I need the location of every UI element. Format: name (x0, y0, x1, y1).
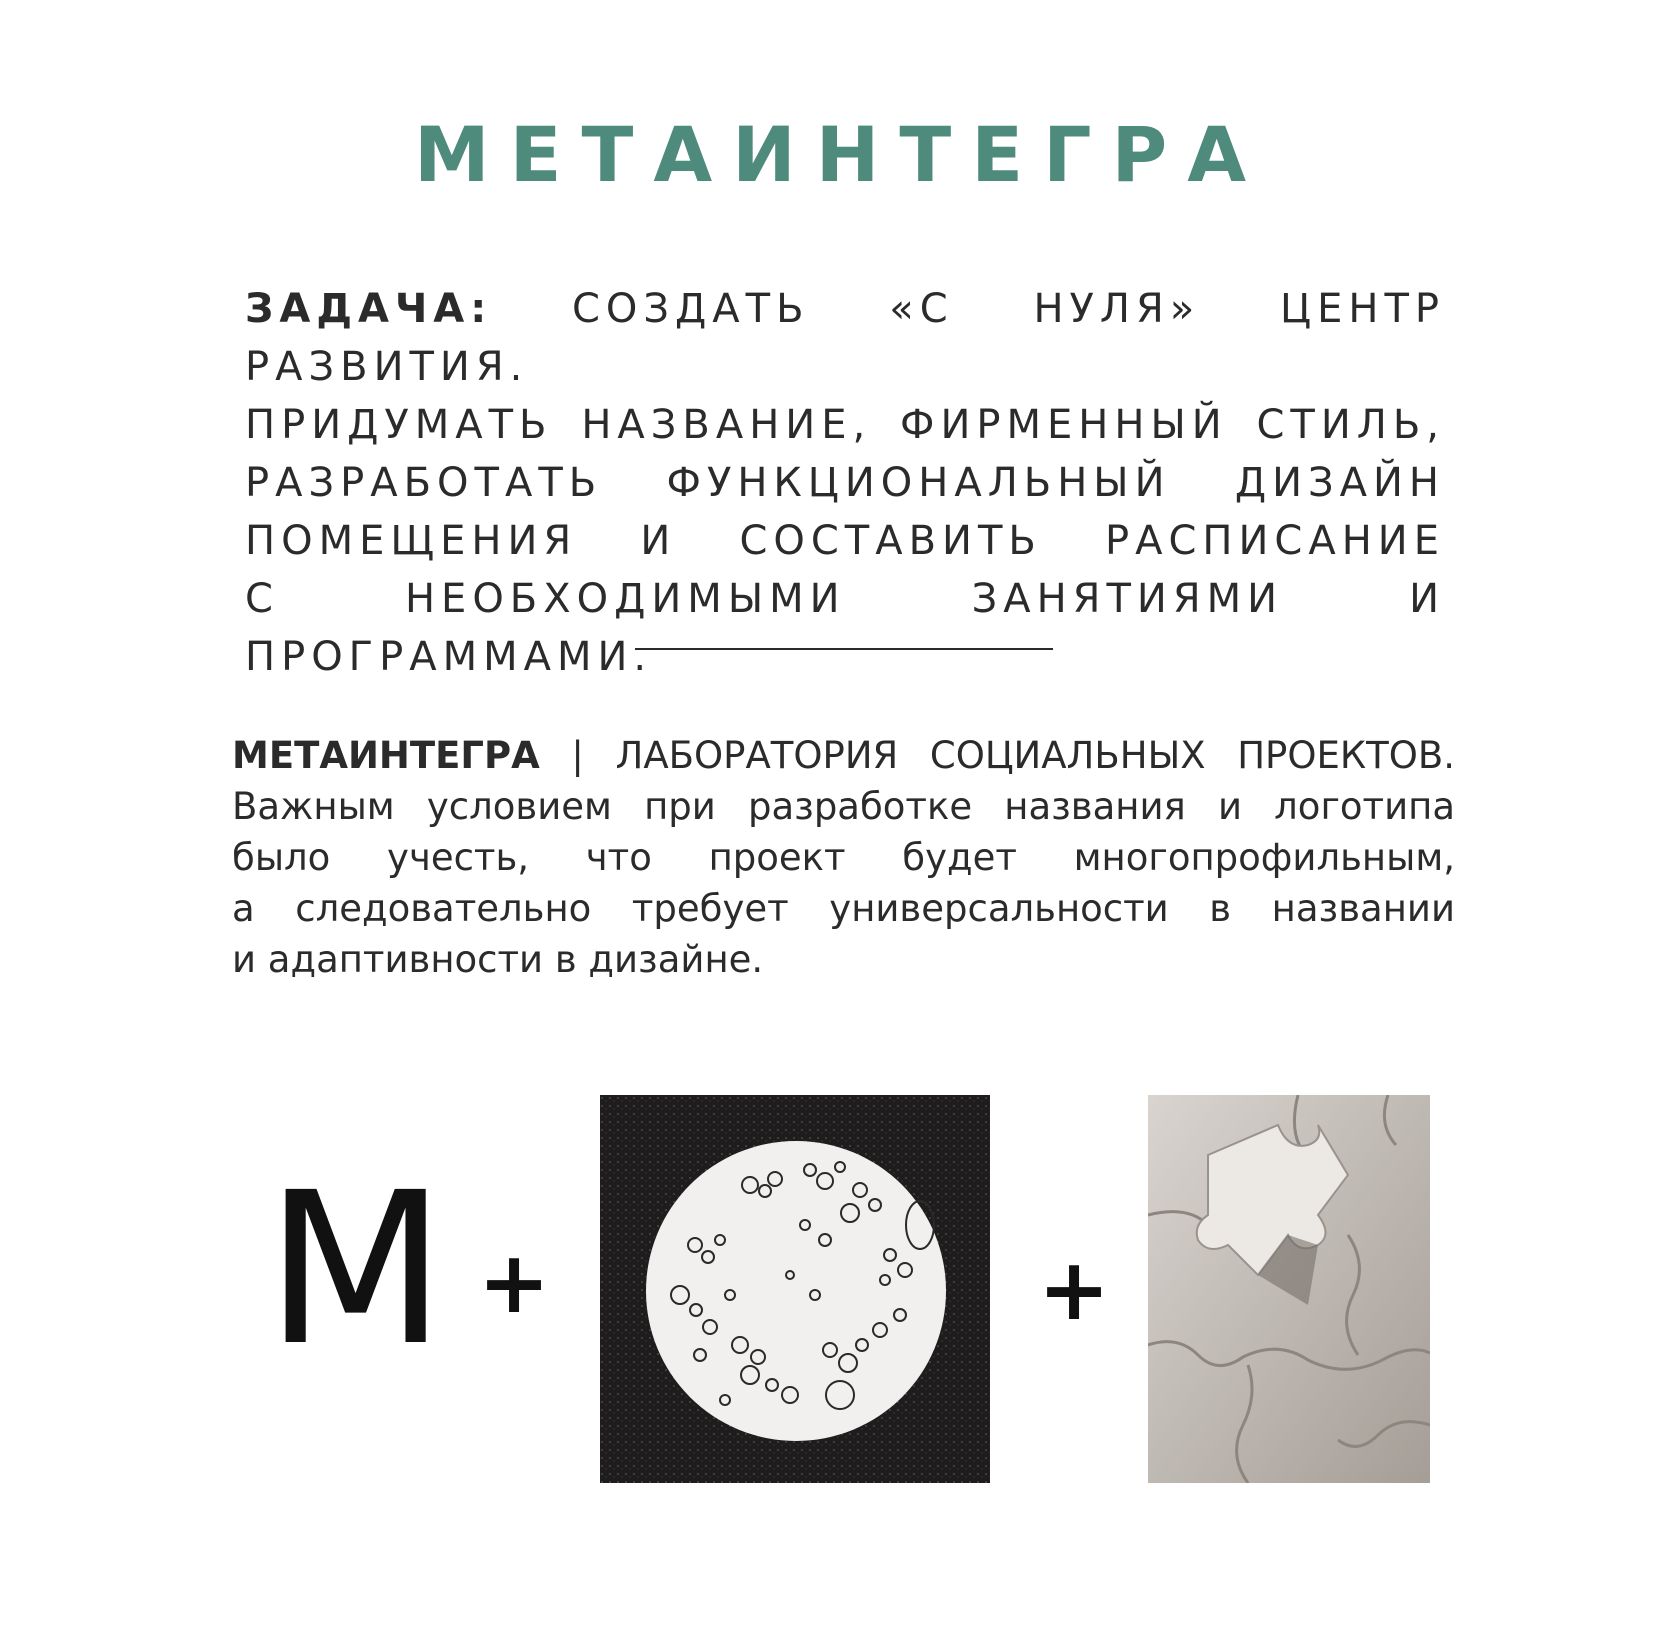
microscope-cells-illustration-icon (600, 1095, 990, 1483)
about-name: МЕТАИНТЕГРА (232, 734, 540, 777)
about-description (232, 730, 1455, 985)
plus-sign-1: + (478, 1233, 551, 1333)
about-line-4: а следовательно требует универсальности в названии (232, 887, 1455, 930)
task-line-5: С НЕОБХОДИМЫМИ ЗАНЯТИЯМИ И ПРОГРАММАМИ. (245, 576, 1445, 680)
about-name-suffix: | ЛАБОРАТОРИЯ СОЦИАЛЬНЫХ ПРОЕКТОВ. (539, 734, 1455, 777)
task-line-4: ПОМЕЩЕНИЯ И СОСТАВИТЬ РАСПИСАНИЕ (245, 518, 1445, 564)
brand-title: МЕТАИНТЕГРА (413, 110, 1267, 199)
section-divider (635, 648, 1053, 650)
task-line-3: РАЗРАБОТАТЬ ФУНКЦИОНАЛЬНЫЙ ДИЗАЙН (245, 460, 1445, 506)
microscope-cells-svg (600, 1095, 990, 1483)
about-line-5: и адаптивности в дизайне. (232, 938, 764, 981)
task-description (245, 280, 1445, 686)
plus-sign-2: + (1038, 1240, 1111, 1340)
puzzle-pieces-photo-icon (1148, 1095, 1430, 1483)
task-label: ЗАДАЧА: (245, 286, 493, 332)
task-line-1: СОЗДАТЬ «С НУЛЯ» ЦЕНТР РАЗВИТИЯ. (245, 286, 1445, 390)
task-line-2: ПРИДУМАТЬ НАЗВАНИЕ, ФИРМЕННЫЙ СТИЛЬ, (245, 402, 1445, 448)
puzzle-pieces-svg (1148, 1095, 1430, 1483)
about-line-3: было учесть, что проект будет многопрофильным, (232, 836, 1455, 879)
formula-letter: М (265, 1147, 447, 1392)
about-line-2: Важным условием при разработке названия и логотипа (232, 785, 1455, 828)
